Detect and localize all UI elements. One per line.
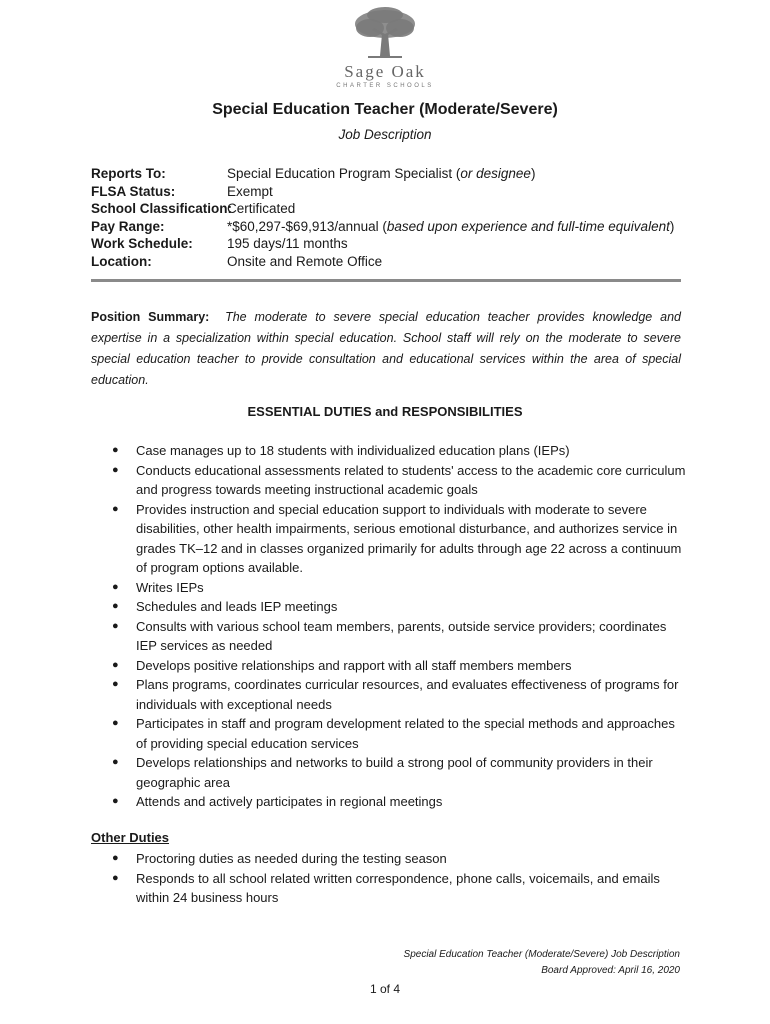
list-item-text: Participates in staff and program development related to the special methods and approaches of providing special education services bbox=[136, 716, 675, 751]
list-item-text: Plans programs, coordinates curricular resources, and evaluates effectiveness of programs for individuals with exceptional needs bbox=[136, 677, 679, 712]
list-item-text: Attends and actively participates in regional meetings bbox=[136, 794, 443, 809]
summary-text: The moderate to severe special education teacher provides knowledge and expertise in a specialization within special education. School staff will rely on the moderate to severe special education teacher to provide consultation and educational services within the area of special education. bbox=[91, 310, 681, 387]
info-row-flsa bbox=[91, 183, 674, 201]
list-item bbox=[108, 869, 688, 908]
flsa-label: FLSA Status: bbox=[91, 183, 176, 199]
info-row-reports-to bbox=[91, 165, 674, 183]
other-duties-title: Other Duties bbox=[91, 830, 170, 845]
bullet-icon: ● bbox=[112, 502, 119, 515]
list-item-text: Develops positive relationships and rapport with all staff members members bbox=[136, 657, 572, 673]
list-item bbox=[108, 441, 688, 461]
bullet-icon: ● bbox=[112, 658, 119, 671]
job-info-table bbox=[91, 165, 674, 271]
schedule-value: 195 days/11 months bbox=[227, 236, 348, 252]
list-item-text: Proctoring duties as needed during the testing season bbox=[136, 851, 447, 866]
list-item bbox=[108, 617, 688, 656]
logo-name: Sage Oak bbox=[344, 62, 426, 81]
logo bbox=[0, 6, 770, 89]
bullet-icon: ● bbox=[112, 756, 119, 768]
divider bbox=[91, 279, 681, 282]
bullet-icon: ● bbox=[112, 852, 119, 864]
info-row-pay bbox=[91, 218, 674, 236]
bullet-icon: ● bbox=[112, 717, 119, 729]
list-item bbox=[108, 753, 688, 792]
summary-label: Position Summary: bbox=[91, 310, 210, 324]
bullet-icon: ● bbox=[112, 444, 119, 456]
document-title: Special Education Teacher (Moderate/Severe) bbox=[212, 101, 558, 118]
list-item bbox=[108, 849, 688, 869]
info-row-location bbox=[91, 253, 674, 271]
bullet-icon: ● bbox=[112, 619, 119, 632]
pay-value: *$60,297-$69,913/annual (based upon experience and full-time equivalent) bbox=[227, 218, 675, 234]
list-item-text: Responds to all school related written correspondence, phone calls, voicemails, and emails within 24 business hours bbox=[136, 870, 660, 905]
bullet-icon: ● bbox=[112, 580, 119, 593]
list-item-text: Conducts educational assessments related to students' access to the academic core curriculum and progress towards meeting instructional academic goals bbox=[136, 462, 686, 497]
location-value: Onsite and Remote Office bbox=[227, 253, 383, 269]
footer bbox=[404, 947, 680, 979]
list-item bbox=[108, 597, 688, 617]
list-item-text: Case manages up to 18 students with individualized education plans (IEPs) bbox=[136, 443, 570, 458]
schedule-label: Work Schedule: bbox=[91, 236, 193, 252]
other-duties-list bbox=[108, 849, 688, 908]
essential-duties-list bbox=[108, 441, 688, 812]
bullet-icon: ● bbox=[112, 600, 119, 612]
essential-duties-title: ESSENTIAL DUTIES and RESPONSIBILITIES bbox=[247, 404, 523, 419]
list-item-text: Schedules and leads IEP meetings bbox=[136, 599, 338, 614]
reports-to-value: Special Education Program Specialist (or designee) bbox=[227, 166, 536, 181]
logo-subtitle: CHARTER SCHOOLS bbox=[336, 83, 434, 89]
list-item-text: Develops relationships and networks to build a strong pool of community providers in their geographic area bbox=[136, 755, 653, 790]
info-row-schedule bbox=[91, 235, 674, 253]
footer-approval: Board Approved: April 16, 2020 bbox=[541, 965, 680, 976]
list-item bbox=[108, 675, 688, 714]
oak-tree-icon bbox=[350, 6, 420, 60]
position-summary bbox=[91, 307, 681, 391]
bullet-icon: ● bbox=[112, 795, 119, 807]
list-item bbox=[108, 714, 688, 753]
list-item bbox=[108, 500, 688, 578]
footer-doc-title: Special Education Teacher (Moderate/Severe) Job Description bbox=[403, 949, 680, 960]
reports-to-label: Reports To: bbox=[91, 166, 166, 181]
list-item-text: Provides instruction and special education support to individuals with moderate to severe disabilities, other health impairments, serious emotional disturbance, and authorizes service in grades TK–12 and in classes organized primarily for adults through age 22 across a continuum of program options available. bbox=[136, 501, 682, 575]
list-item bbox=[108, 792, 688, 812]
info-row-classification bbox=[91, 200, 674, 218]
classification-label: School Classification: bbox=[91, 201, 233, 217]
list-item-text: Writes IEPs bbox=[136, 579, 204, 595]
page-number: 1 of 4 bbox=[369, 982, 401, 996]
flsa-value: Exempt bbox=[227, 183, 273, 199]
bullet-icon: ● bbox=[112, 871, 119, 884]
pay-label: Pay Range: bbox=[91, 218, 165, 234]
classification-value: Certificated bbox=[227, 201, 296, 217]
list-item bbox=[108, 461, 688, 500]
document-subtitle: Job Description bbox=[338, 127, 432, 142]
list-item-text: Consults with various school team members, parents, outside service providers; coordinates IEP services as needed bbox=[136, 618, 667, 653]
bullet-icon: ● bbox=[112, 463, 119, 476]
list-item bbox=[108, 656, 688, 676]
bullet-icon: ● bbox=[112, 678, 119, 690]
list-item bbox=[108, 578, 688, 598]
location-label: Location: bbox=[91, 253, 152, 269]
